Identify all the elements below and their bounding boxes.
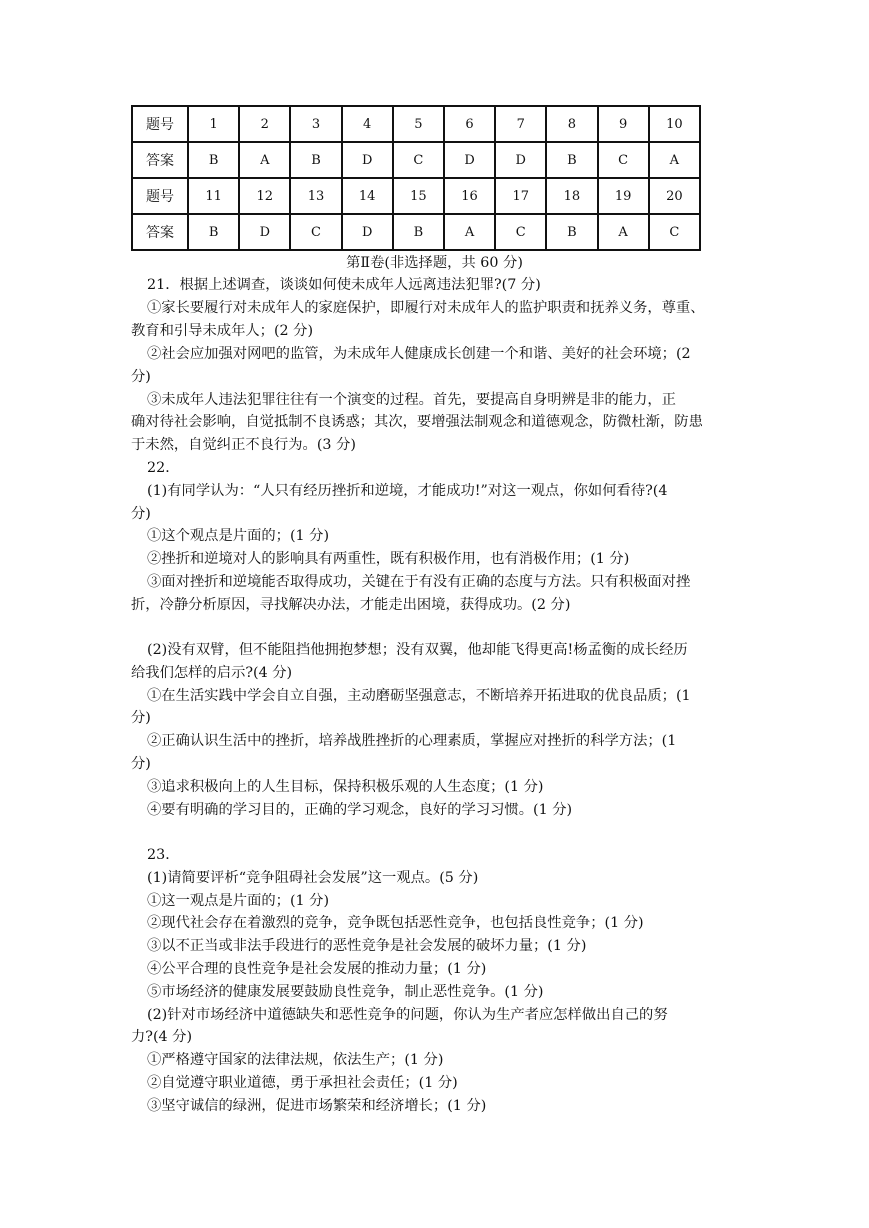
table-cell: B xyxy=(188,214,239,250)
question-text: (2)针对市场经济中道德缺失和恶性竞争的问题，你认为生产者应怎样做出自己的努 xyxy=(147,1007,668,1023)
answer-line: ②现代社会存在着激烈的竞争，竞争既包括恶性竞争，也包括良性竞争；(1 分) xyxy=(147,915,644,931)
answer-line: ④要有明确的学习目的，正确的学习观念，良好的学习习惯。(1 分) xyxy=(147,802,573,818)
question-text: 给我们怎样的启示?(4 分) xyxy=(131,665,293,681)
question-text: 力?(4 分) xyxy=(131,1029,193,1045)
table-cell: C xyxy=(598,142,649,178)
answer-line: 于未然，自觉纠正不良行为。(3 分) xyxy=(131,437,356,453)
question-text: (1)请简要评析“竞争阻碍社会发展”这一观点。(5 分) xyxy=(147,870,479,886)
table-cell: B xyxy=(188,142,239,178)
row-label: 题号 xyxy=(132,106,188,142)
table-cell: 13 xyxy=(290,178,341,214)
question-21-heading: 21．根据上述调查，谈谈如何使未成年人远离违法犯罪?(7 分) xyxy=(147,277,541,293)
question-text: (2)没有双臂，但不能阻挡他拥抱梦想；没有双翼，他却能飞得更高!杨孟衡的成长经历 xyxy=(147,642,688,658)
table-cell: C xyxy=(290,214,341,250)
table-cell: A xyxy=(649,142,700,178)
table-cell: 5 xyxy=(393,106,444,142)
table-cell: 3 xyxy=(290,106,341,142)
table-cell: A xyxy=(598,214,649,250)
table-cell: A xyxy=(239,142,290,178)
section-title: 第Ⅱ卷(非选择题，共 60 分) xyxy=(346,255,523,271)
table-row xyxy=(132,214,700,250)
table-row xyxy=(132,178,700,214)
table-cell: 2 xyxy=(239,106,290,142)
table-cell: D xyxy=(342,214,393,250)
table-cell: 20 xyxy=(649,178,700,214)
answer-line: ⑤市场经济的健康发展要鼓励良性竞争，制止恶性竞争。(1 分) xyxy=(147,984,544,1000)
answer-line: ④公平合理的良性竞争是社会发展的推动力量；(1 分) xyxy=(147,961,487,977)
table-cell: C xyxy=(495,214,546,250)
row-label: 题号 xyxy=(132,178,188,214)
table-cell: 10 xyxy=(649,106,700,142)
table-cell: D xyxy=(239,214,290,250)
table-cell: 11 xyxy=(188,178,239,214)
table-cell: 7 xyxy=(495,106,546,142)
table-cell: 19 xyxy=(598,178,649,214)
answer-line: ③以不正当或非法手段进行的恶性竞争是社会发展的破坏力量；(1 分) xyxy=(147,938,587,954)
question-22-heading: 22． xyxy=(147,460,180,476)
table-cell: B xyxy=(546,142,597,178)
table-cell: A xyxy=(444,214,495,250)
answer-line: 分) xyxy=(131,369,151,385)
table-cell: 16 xyxy=(444,178,495,214)
table-cell: 14 xyxy=(342,178,393,214)
answer-line: 教育和引导未成年人；(2 分) xyxy=(131,323,314,339)
answer-table xyxy=(131,105,701,251)
question-text: (1)有同学认为：“人只有经历挫折和逆境，才能成功!”对这一观点，你如何看待?(4 xyxy=(147,483,668,499)
table-cell: D xyxy=(444,142,495,178)
answer-line: ②自觉遵守职业道德，勇于承担社会责任；(1 分) xyxy=(147,1075,458,1091)
table-cell: 17 xyxy=(495,178,546,214)
answer-line: ②社会应加强对网吧的监管，为未成年人健康成长创建一个和谐、美好的社会环境；(2 xyxy=(147,346,691,362)
table-cell: 9 xyxy=(598,106,649,142)
table-cell: 8 xyxy=(546,106,597,142)
answer-line: ③坚守诚信的绿洲，促进市场繁荣和经济增长；(1 分) xyxy=(147,1098,487,1114)
row-label: 答案 xyxy=(132,142,188,178)
table-row xyxy=(132,142,700,178)
table-cell: B xyxy=(546,214,597,250)
answer-line: ①家长要履行对未成年人的家庭保护，即履行对未成年人的监护职责和抚养义务，尊重、 xyxy=(147,300,705,316)
table-cell: B xyxy=(393,214,444,250)
table-cell: 18 xyxy=(546,178,597,214)
answer-line: ③未成年人违法犯罪往往有一个演变的过程。首先，要提高自身明辨是非的能力，正 xyxy=(147,392,676,408)
table-cell: 6 xyxy=(444,106,495,142)
answer-line: 分) xyxy=(131,710,151,726)
answer-line: ②挫折和逆境对人的影响具有两重性，既有积极作用，也有消极作用；(1 分) xyxy=(147,551,630,567)
table-cell: C xyxy=(393,142,444,178)
table-cell: 1 xyxy=(188,106,239,142)
answer-line: ②正确认识生活中的挫折，培养战胜挫折的心理素质，掌握应对挫折的科学方法；(1 xyxy=(147,733,677,749)
answer-line: 确对待社会影响，自觉抵制不良诱惑；其次，要增强法制观念和道德观念，防微杜渐，防患 xyxy=(131,414,703,430)
table-cell: 12 xyxy=(239,178,290,214)
question-23-heading: 23． xyxy=(147,847,180,863)
row-label: 答案 xyxy=(132,214,188,250)
question-text: 分) xyxy=(131,506,151,522)
table-row xyxy=(132,106,700,142)
table-cell: C xyxy=(649,214,700,250)
table-cell: 15 xyxy=(393,178,444,214)
answer-line: ①在生活实践中学会自立自强，主动磨砺坚强意志，不断培养开拓进取的优良品质；(1 xyxy=(147,688,691,704)
table-cell: 4 xyxy=(342,106,393,142)
table-cell: B xyxy=(290,142,341,178)
answer-line: ③面对挫折和逆境能否取得成功，关键在于有没有正确的态度与方法。只有积极面对挫 xyxy=(147,574,691,590)
table-cell: D xyxy=(495,142,546,178)
table-cell: D xyxy=(342,142,393,178)
answer-line: 分) xyxy=(131,756,151,772)
answer-line: ①严格遵守国家的法律法规，依法生产；(1 分) xyxy=(147,1052,444,1068)
answer-line: 折，冷静分析原因，寻找解决办法，才能走出困境，获得成功。(2 分) xyxy=(131,597,571,613)
answer-line: ①这个观点是片面的；(1 分) xyxy=(147,528,330,544)
answer-line: ③追求积极向上的人生目标，保持积极乐观的人生态度；(1 分) xyxy=(147,779,544,795)
answer-line: ①这一观点是片面的；(1 分) xyxy=(147,893,330,909)
